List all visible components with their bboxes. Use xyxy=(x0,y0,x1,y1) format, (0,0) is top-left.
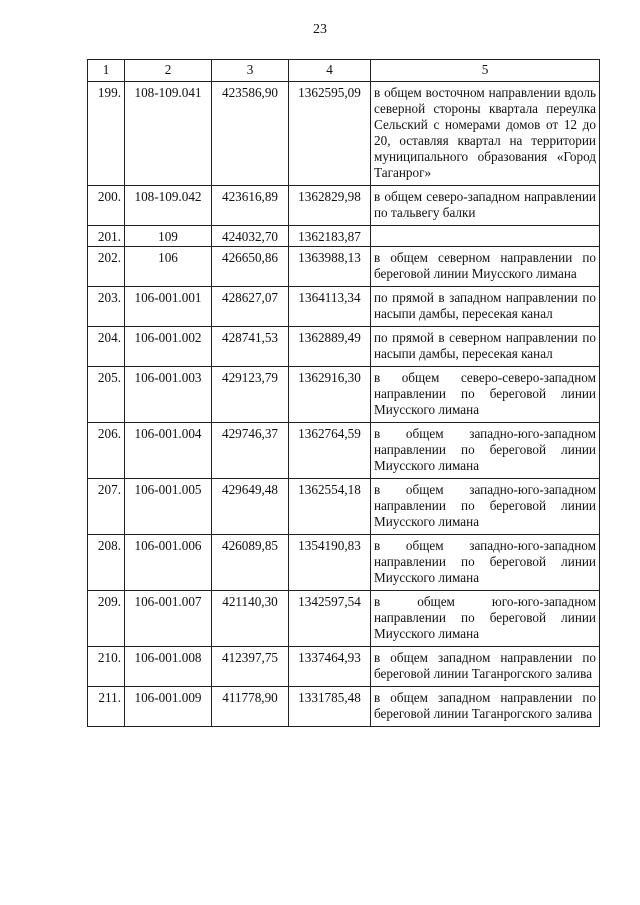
description: в общем западном направлении по береговой линии Таганрогского залива xyxy=(371,687,600,727)
description: в общем северо-западном направлении по тальвегу балки xyxy=(371,186,600,226)
coord-y: 1331785,48 xyxy=(289,687,371,727)
header-col-1: 1 xyxy=(88,60,125,82)
table-row xyxy=(88,287,600,327)
description: в общем западном направлении по береговой линии Таганрогского залива xyxy=(371,647,600,687)
table-row xyxy=(88,535,600,591)
table-row xyxy=(88,647,600,687)
table-row xyxy=(88,226,600,247)
header-col-2: 2 xyxy=(125,60,212,82)
row-number: 208. xyxy=(88,535,125,591)
description xyxy=(371,226,600,247)
row-number: 202. xyxy=(88,247,125,287)
row-number: 206. xyxy=(88,423,125,479)
coord-x: 428741,53 xyxy=(212,327,289,367)
coord-y: 1362554,18 xyxy=(289,479,371,535)
row-number: 210. xyxy=(88,647,125,687)
point-id: 108-109.042 xyxy=(125,186,212,226)
point-id: 106-001.008 xyxy=(125,647,212,687)
header-col-4: 4 xyxy=(289,60,371,82)
coord-y: 1362829,98 xyxy=(289,186,371,226)
coord-y: 1337464,93 xyxy=(289,647,371,687)
coord-y: 1362595,09 xyxy=(289,82,371,186)
row-number: 211. xyxy=(88,687,125,727)
page-number: 23 xyxy=(313,22,327,37)
coord-x: 426650,86 xyxy=(212,247,289,287)
point-id: 106-001.007 xyxy=(125,591,212,647)
coord-x: 428627,07 xyxy=(212,287,289,327)
row-number: 209. xyxy=(88,591,125,647)
coord-x: 424032,70 xyxy=(212,226,289,247)
point-id: 106-001.002 xyxy=(125,327,212,367)
row-number: 207. xyxy=(88,479,125,535)
header-row xyxy=(88,60,600,82)
boundary-table xyxy=(87,59,600,727)
point-id: 106-001.003 xyxy=(125,367,212,423)
row-number: 205. xyxy=(88,367,125,423)
row-number: 204. xyxy=(88,327,125,367)
header-col-5: 5 xyxy=(371,60,600,82)
coord-y: 1362889,49 xyxy=(289,327,371,367)
point-id: 106 xyxy=(125,247,212,287)
table-row xyxy=(88,591,600,647)
point-id: 106-001.001 xyxy=(125,287,212,327)
coord-y: 1362764,59 xyxy=(289,423,371,479)
coord-y: 1342597,54 xyxy=(289,591,371,647)
description: по прямой в северном направлении по насыпи дамбы, пересекая канал xyxy=(371,327,600,367)
coord-x: 411778,90 xyxy=(212,687,289,727)
table-row xyxy=(88,479,600,535)
table-row xyxy=(88,687,600,727)
coord-x: 412397,75 xyxy=(212,647,289,687)
point-id: 106-001.004 xyxy=(125,423,212,479)
table-row xyxy=(88,423,600,479)
point-id: 106-001.009 xyxy=(125,687,212,727)
row-number: 201. xyxy=(88,226,125,247)
coord-x: 429649,48 xyxy=(212,479,289,535)
header-col-3: 3 xyxy=(212,60,289,82)
row-number: 199. xyxy=(88,82,125,186)
description: в общем западно-юго-западном направлении по береговой линии Миусского лимана xyxy=(371,423,600,479)
table-row xyxy=(88,327,600,367)
table-row xyxy=(88,367,600,423)
point-id: 108-109.041 xyxy=(125,82,212,186)
coord-y: 1363988,13 xyxy=(289,247,371,287)
point-id: 106-001.006 xyxy=(125,535,212,591)
description: в общем северном направлении по береговой линии Миусского лимана xyxy=(371,247,600,287)
coord-x: 426089,85 xyxy=(212,535,289,591)
coord-x: 421140,30 xyxy=(212,591,289,647)
table-row xyxy=(88,247,600,287)
coord-x: 423586,90 xyxy=(212,82,289,186)
coord-y: 1354190,83 xyxy=(289,535,371,591)
table-row xyxy=(88,82,600,186)
row-number: 200. xyxy=(88,186,125,226)
table-row xyxy=(88,186,600,226)
row-number: 203. xyxy=(88,287,125,327)
description: в общем западно-юго-западном направлении по береговой линии Миусского лимана xyxy=(371,479,600,535)
coord-x: 423616,89 xyxy=(212,186,289,226)
coord-x: 429746,37 xyxy=(212,423,289,479)
coord-y: 1362916,30 xyxy=(289,367,371,423)
coord-x: 429123,79 xyxy=(212,367,289,423)
point-id: 106-001.005 xyxy=(125,479,212,535)
coord-y: 1364113,34 xyxy=(289,287,371,327)
description: в общем северо-северо-западном направлении по береговой линии Миусского лимана xyxy=(371,367,600,423)
description: в общем юго-юго-западном направлении по береговой линии Миусского лимана xyxy=(371,591,600,647)
description: в общем восточном направлении вдоль северной стороны квартала переулка Сельский с номерами домов от 12 до 20, оставляя квартал на территории муниципального образования «Город Таганрог» xyxy=(371,82,600,186)
point-id: 109 xyxy=(125,226,212,247)
coord-y: 1362183,87 xyxy=(289,226,371,247)
description: в общем западно-юго-западном направлении по береговой линии Миусского лимана xyxy=(371,535,600,591)
description: по прямой в западном направлении по насыпи дамбы, пересекая канал xyxy=(371,287,600,327)
